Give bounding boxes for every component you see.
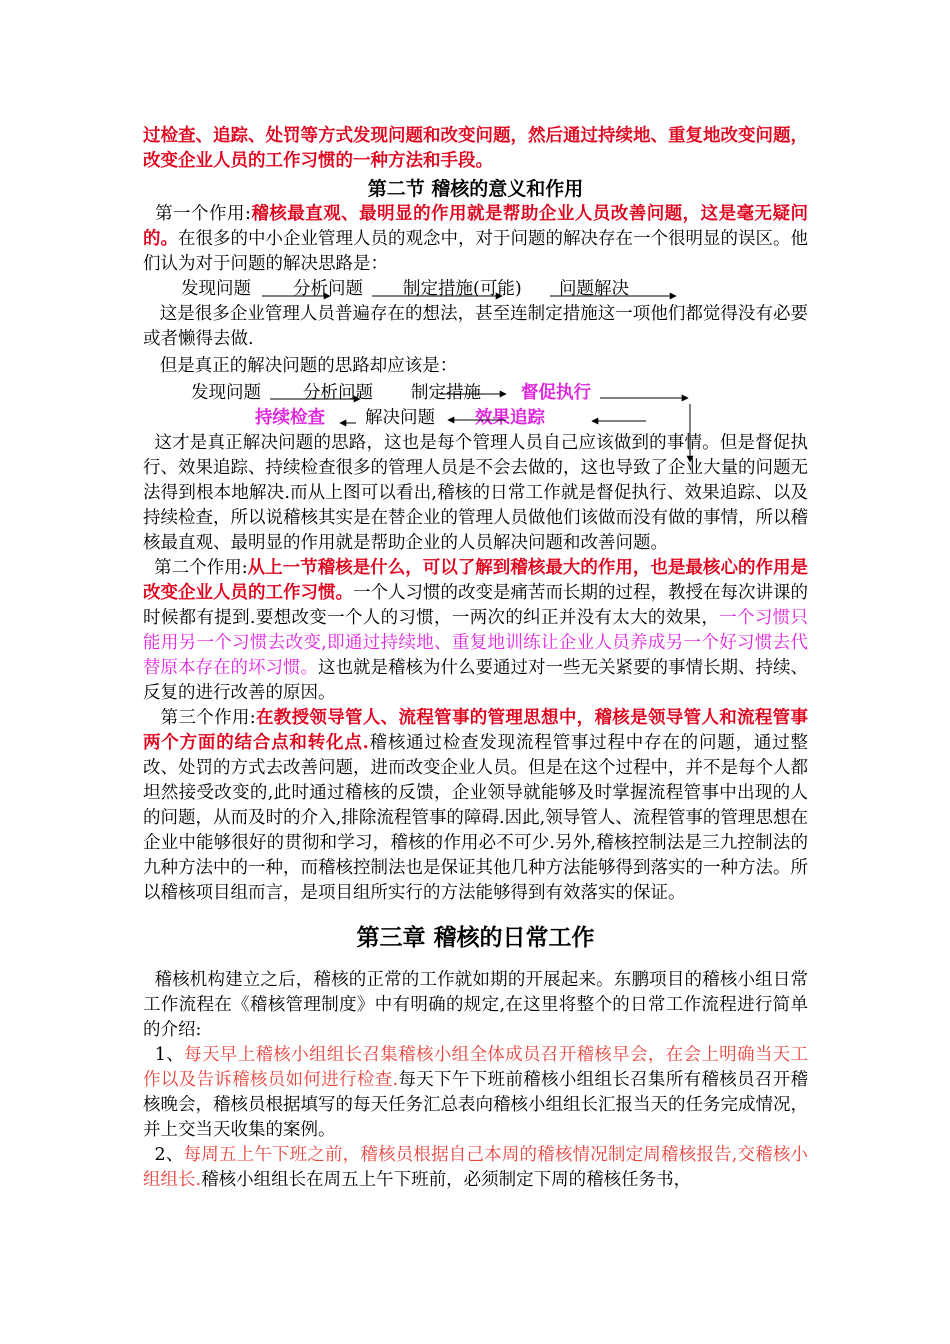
- paragraph-role-1: [143, 202, 808, 277]
- flow-correct-step-1: 发现问题: [191, 383, 261, 403]
- flow-correct-row-1: [143, 381, 808, 406]
- intro-paragraph: 过检查、追踪、处罚等方式发现问题和改变问题，然后通过持续地、重复地改变问题，改变企业人员的工作习惯的一种方法和手段。: [143, 126, 808, 171]
- chapter-intro-text: 稽核机构建立之后，稽核的正常的工作就如期的开展起来。东鹏项目的稽核小组日常工作流程在《稽核管理制度》中有明确的规定,在这里将整个的日常工作流程进行简单的介绍:: [143, 970, 808, 1040]
- flow-common-step-1: 发现问题: [181, 279, 251, 299]
- flow-common: [143, 277, 808, 302]
- role-2-label: 第二个作用:: [154, 558, 248, 578]
- flow-common-step-3: 制定措施(可能): [403, 279, 522, 299]
- analysis-text: 这才是真正解决问题的思路，这也是每个管理人员自己应该做到的事情。但是督促执行、效果追踪、持续检查很多的管理人员是不会去做的，这也导致了企业大量的问题无法得到根本地解决.而从上图可以看出,稽核的日常工作就是督促执行、效果追踪、以及持续检查，所以说稽核其实是在替企业的管理人员做他们该做而没有做的事情，所以稽核最直观、最明显的作用就是帮助企业的人员解决问题和改善问题。: [143, 433, 808, 553]
- role-2-emphasis: 从上一节稽核是什么，可以了解到稽核最大的作用，也是最核心的作用是改变企业人员的工作习惯。: [143, 558, 808, 603]
- list-item-1-highlight: 每天早上稽核小组组长召集稽核小组全体成员召开稽核早会，在会上明确当天工作以及告诉稽核员如何进行检查.: [143, 1045, 808, 1090]
- role-1-label: 第一个作用:: [155, 204, 251, 224]
- paragraph-common-view: [143, 302, 808, 352]
- flow-common-step-2: 分析问题: [293, 279, 363, 299]
- role-3-emphasis: 在教授领导管人、流程管事的管理思想中，稽核是领导管人和流程管事两个方面的结合点和转化点.: [143, 708, 808, 753]
- list-item-2-highlight: 每周五上午下班之前，稽核员根据自己本周的稽核情况制定周稽核报告,交稽核小组组长.: [143, 1145, 808, 1190]
- section-title: 第二节 稽核的意义和作用: [367, 178, 584, 200]
- paragraph-analysis: [143, 431, 808, 556]
- paragraph-role-3: [143, 706, 808, 906]
- paragraph-correct-intro: [143, 354, 808, 379]
- role-2-ending: 这也就是稽核为什么要通过对一些无关紧要的事情长期、持续、反复的进行改善的原因。: [143, 658, 808, 703]
- role-1-emphasis: 稽核最直观、最明显的作用就是帮助企业人员改善问题，这是毫无疑问的。: [143, 204, 808, 249]
- list-item-2-number: 2、: [154, 1145, 184, 1165]
- flow-correct-step-6: 解决问题: [365, 408, 435, 428]
- role-3-label: 第三个作用:: [160, 708, 256, 728]
- list-item-1: [143, 1043, 808, 1143]
- flow-correct-step-7: 持续检查: [255, 408, 325, 428]
- paragraph-role-2: [143, 556, 808, 706]
- common-view-text: 这是很多企业管理人员普遍存在的想法，甚至连制定措施这一项他们都觉得没有必要或者懒得去做.: [143, 304, 808, 349]
- flow-correct-row-2: [143, 406, 808, 431]
- role-1-body: 在很多的中小企业管理人员的观念中，对于问题的解决存在一个很明显的误区。他们认为对于问题的解决思路是：: [143, 229, 808, 274]
- flow-correct-step-5: 效果追踪: [475, 408, 545, 428]
- list-item-2: [143, 1143, 808, 1193]
- document-page: [143, 124, 808, 1193]
- role-2-body: 一个人习惯的改变是痛苦而长期的过程，教授在每次讲课的时候都有提到.要想改变一个人的习惯，一两次的纠正并没有太大的效果，: [143, 583, 808, 628]
- role-3-body: 稽核通过检查发现流程管事过程中存在的问题，通过整改、处罚的方式去改善问题，进而改变企业人员。但是在这个过程中，并不是每个人都坦然接受改变的,此时通过稽核的反馈，企业领导就能够及时掌握流程管事中出现的人的问题，从而及时的介入,排除流程管事的障碍.因此,领导管人、流程管事的管理思想在企业中能够很好的贯彻和学习，稽核的作用必不可少.另外,稽核控制法是三九控制法的九种方法中的一种，而稽核控制法也是保证其他几种方法能够得到落实的一种方法。所以稽核项目组而言，是项目组所实行的方法能够得到有效落实的保证。: [143, 733, 809, 903]
- chapter-title: 第三章 稽核的日常工作: [356, 924, 595, 951]
- flow-correct-step-4: 督促执行: [521, 383, 591, 403]
- flow-common-step-4: 问题解决: [559, 279, 629, 299]
- role-2-highlight: 一个习惯只能用另一个习惯去改变,即通过持续地、重复地训练让企业人员养成另一个好习惯去代替原本存在的坏习惯。: [143, 608, 809, 678]
- correct-intro-text: 但是真正的解决问题的思路却应该是：: [159, 356, 458, 376]
- list-item-1-number: 1、: [154, 1045, 185, 1065]
- list-item-2-body: 稽核小组组长在周五上午下班前，必须制定下周的稽核任务书，: [201, 1170, 692, 1190]
- flow-correct-step-2: 分析问题: [303, 383, 373, 403]
- flow-correct-step-3: 制定措施: [411, 383, 481, 403]
- list-item-1-body: 每天下午下班前稽核小组组长召集所有稽核员召开稽核晚会，稽核员根据填写的每天任务汇总表向稽核小组组长汇报当天的任务完成情况，并上交当天收集的案例。: [143, 1070, 809, 1140]
- paragraph-chapter-intro: [143, 968, 808, 1043]
